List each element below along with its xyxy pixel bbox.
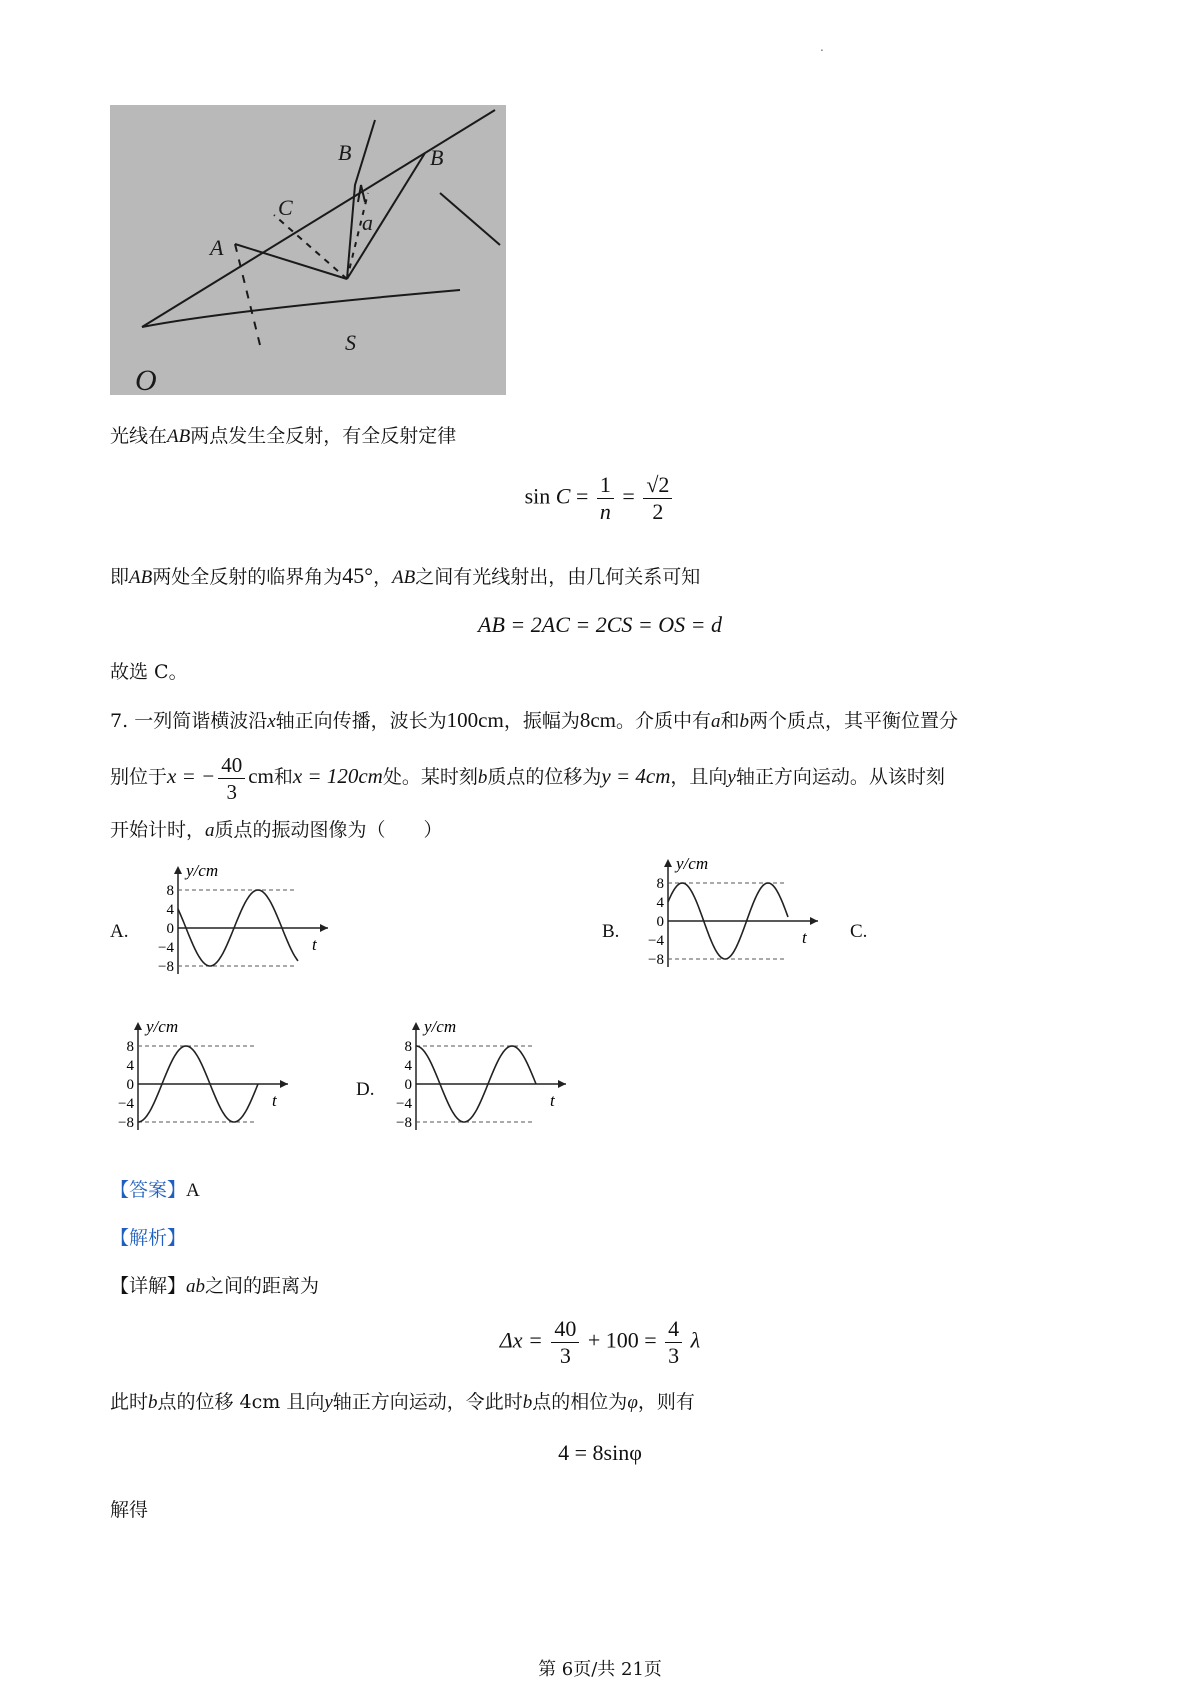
photo-letter-c: C [278, 195, 293, 220]
paragraph-choose-c: 故选 C。 [110, 661, 188, 683]
tick-label: −8 [648, 952, 664, 968]
detail-line: 【详解】ab之间的距离为 [110, 1275, 320, 1297]
paragraph-total-reflection: 光线在AB两点发生全反射，有全反射定律 [110, 425, 457, 447]
option-a-label[interactable]: A. [110, 921, 129, 942]
t-axis-arrow [558, 1080, 566, 1088]
graph-option-a[interactable] [150, 862, 360, 996]
photo-letter-a-upper: A [210, 235, 224, 260]
tick-label: −4 [158, 940, 174, 956]
y-axis-label: y/cm [146, 1018, 179, 1036]
tick-label: 8 [404, 1039, 412, 1055]
y-axis-label: y/cm [676, 855, 709, 873]
equation-ab-distance: AB = 2AC = 2CS = OS = d [478, 612, 722, 637]
y-axis-arrow [174, 866, 182, 874]
question-7-line-1: 7. 一列简谐横波沿x轴正向传播，波长为100cm，振幅为8cm。介质中有a和b两个质点，其平衡位置分 [110, 708, 959, 732]
tick-label: 4 [656, 895, 664, 911]
tick-label: −8 [158, 959, 174, 975]
tick-label: 0 [166, 921, 174, 937]
t-axis-arrow [810, 917, 818, 925]
photo-letter-o: O [135, 364, 157, 395]
t-axis-arrow [320, 924, 328, 932]
fraction-40-over-3: $\frac{40}{3}$ [218, 752, 245, 805]
t-axis-arrow [280, 1080, 288, 1088]
fraction-40-over-3-eq: $\frac{40}{3}$ [551, 1316, 579, 1369]
graph-option-c[interactable] [110, 1018, 320, 1152]
graph-option-d[interactable] [388, 1018, 598, 1157]
paragraph-phase: 此时b点的位移 4cm 且向y轴正方向运动，令此时b点的相位为φ，则有 [110, 1391, 695, 1413]
tick-label: −8 [396, 1115, 412, 1131]
y-axis-arrow [664, 859, 672, 867]
y-axis-arrow [412, 1022, 420, 1030]
tick-label: 8 [126, 1039, 134, 1055]
t-axis-label: t [802, 928, 807, 947]
tick-label: 8 [166, 883, 174, 899]
photo-letter-b-right: B [430, 145, 444, 170]
tick-label: 8 [656, 876, 664, 892]
page-footer: 第 6页/共 21页 [538, 1659, 662, 1680]
header-mark: . [820, 40, 824, 54]
paragraph-critical-angle: 即AB两处全反射的临界角为45°，AB之间有光线射出，由几何关系可知 [110, 563, 701, 588]
tick-label: 0 [656, 914, 664, 930]
y-axis-label: y/cm [186, 862, 219, 880]
t-axis-label: t [272, 1091, 277, 1110]
tick-label: 0 [404, 1077, 412, 1093]
answer-value: A [186, 1180, 200, 1201]
tick-label: −4 [118, 1096, 134, 1112]
answer-line [110, 1178, 200, 1203]
t-axis-label: t [550, 1091, 555, 1110]
question-7-line-3: 开始计时，a质点的振动图像为（ ） [110, 819, 443, 841]
paragraph-solve: 解得 [110, 1499, 149, 1521]
photo-letter-b-left: B [338, 140, 352, 165]
equation-sin-c: sin C = $\frac{1}{n}$ = $\frac{√2}{2}$ [0, 472, 1200, 525]
tick-label: 4 [166, 902, 174, 918]
option-c-label[interactable]: C. [850, 921, 868, 942]
photo-letter-a-lower: a [362, 210, 373, 235]
equation-phase: 4 = 8sinφ [558, 1440, 642, 1465]
equation-delta-x: Δx = $\frac{40}{3}$ + 100 = $\frac{4}{3}$ λ [499, 1316, 701, 1368]
answer-bracket: 【答案】 [110, 1179, 187, 1201]
fraction-4-over-3: $\frac{4}{3}$ [665, 1316, 682, 1369]
tick-label: −8 [118, 1115, 134, 1131]
fraction-one-over-n: $\frac{1}{n}$ [597, 472, 614, 525]
tick-label: 4 [404, 1058, 412, 1074]
tick-label: −4 [648, 933, 664, 949]
option-b-label[interactable]: B. [602, 921, 620, 942]
question-7-line-2: 别位于x = − $\frac{40}{3}$ cm和x = 120cm处。某时刻b质点的位移为y = 4cm，且向y轴正方向运动。从该时刻 [110, 752, 945, 804]
y-axis-arrow [134, 1022, 142, 1030]
analysis-line [110, 1226, 186, 1250]
t-axis-label: t [312, 935, 317, 954]
tick-label: 0 [126, 1077, 134, 1093]
ray-diagram-photo [110, 105, 506, 395]
tick-label: 4 [126, 1058, 134, 1074]
fraction-root2-over-2: $\frac{√2}{2}$ [643, 472, 672, 525]
tick-label: −4 [396, 1096, 412, 1112]
option-d-label[interactable]: D. [356, 1079, 375, 1100]
y-axis-label: y/cm [424, 1018, 457, 1036]
photo-letter-s: S [345, 330, 356, 355]
graph-option-b[interactable] [640, 855, 850, 994]
analysis-bracket: 【解析】 [110, 1227, 187, 1249]
